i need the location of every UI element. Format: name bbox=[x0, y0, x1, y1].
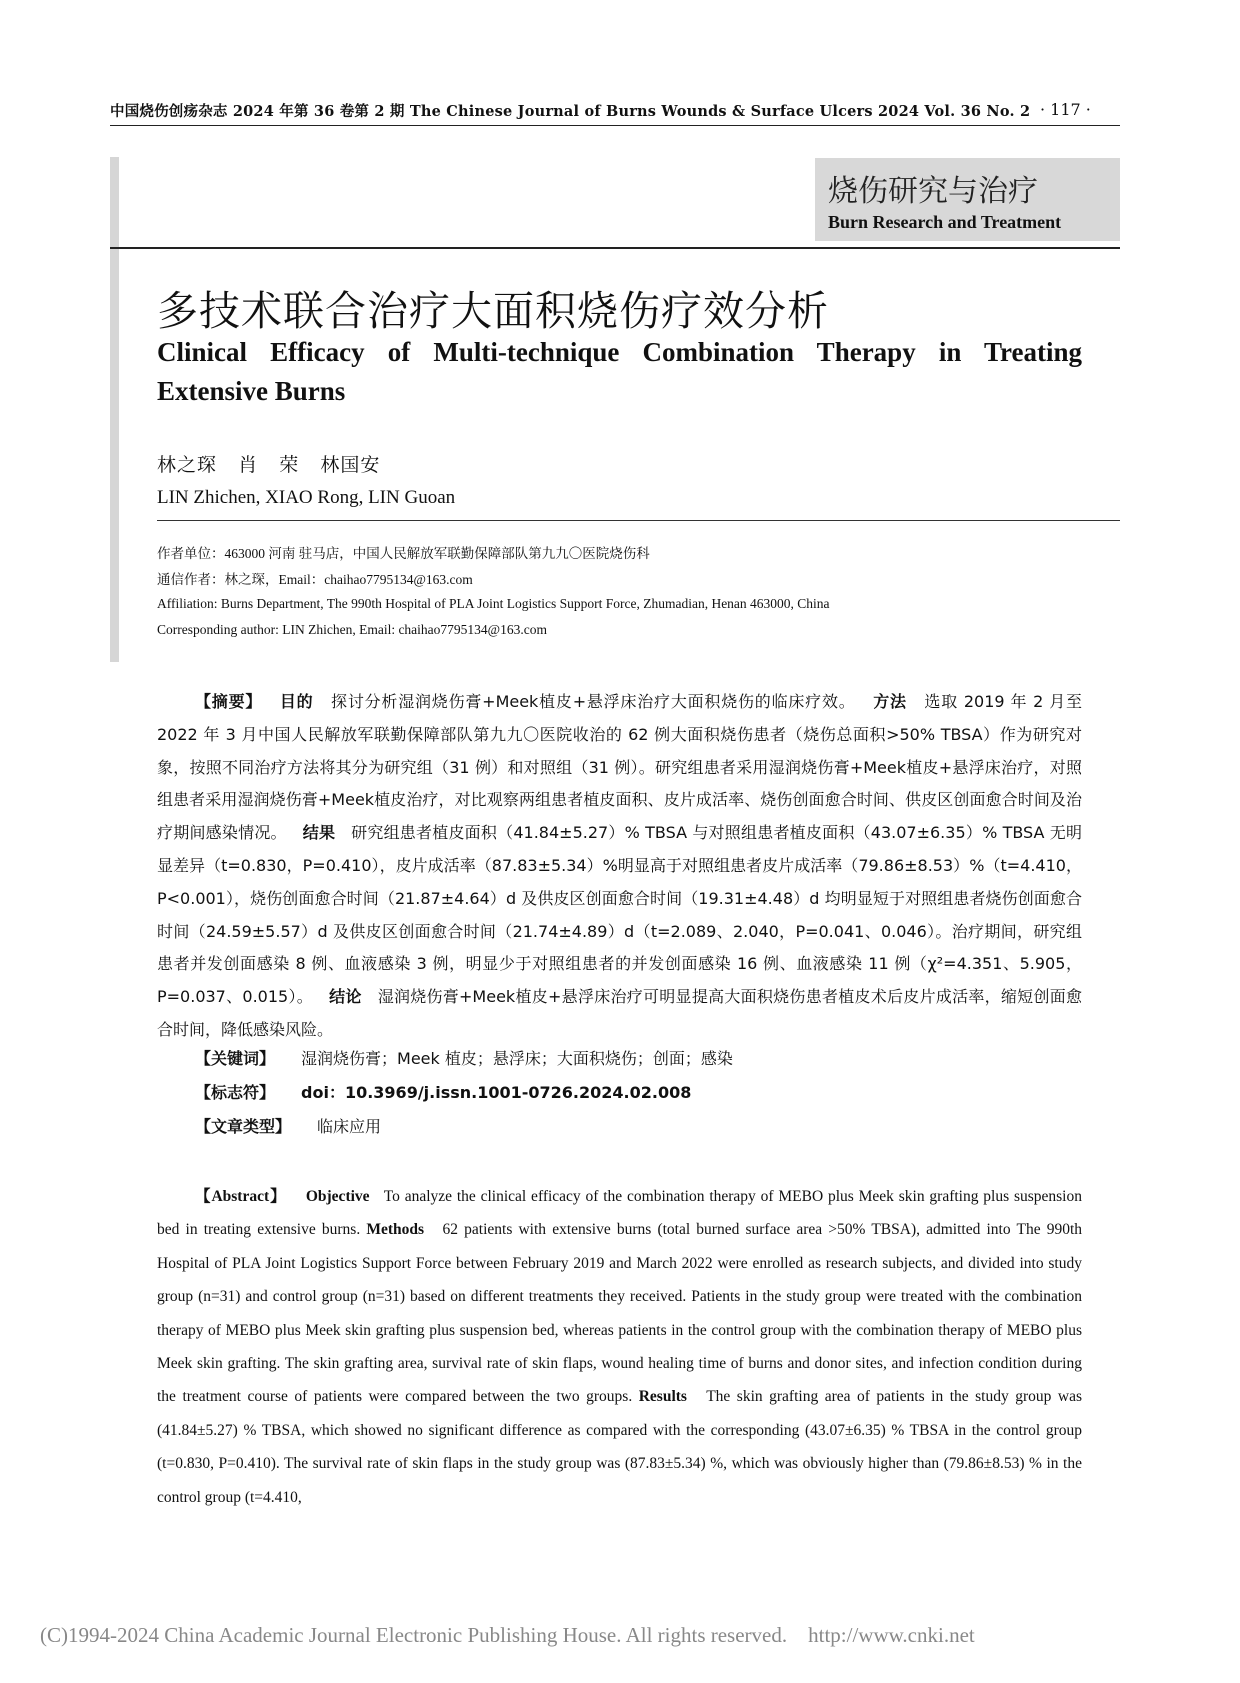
affiliation-rule bbox=[157, 520, 1120, 521]
authors-cn: 林之琛 肖 荣 林国安 bbox=[157, 454, 381, 476]
column-title-cn: 烧伤研究与治疗 bbox=[828, 174, 1038, 209]
methods-label-en: Methods bbox=[366, 1221, 425, 1239]
abstract-en bbox=[157, 1180, 1082, 1514]
conclusion-text-cn: 湿润烧伤膏+Meek植皮+悬浮床治疗可明显提高大面积烧伤患者植皮术后皮片成活率，缩短创面愈合时间，降低感染风险。 bbox=[157, 987, 1082, 1039]
running-header-journal: 中国烧伤创疡杂志 2024 年第 36 卷第 2 期 The Chinese Journal of Burns Wounds & Surface Ulcers 2024 Vol. 36 No. 2 bbox=[110, 103, 1031, 120]
methods-text-en: 62 patients with extensive burns (total burned surface area >50% TBSA), admitted into The 990th Hospital of PLA Joint Logistics Support Force between February 2019 and March 2022 were enrolled as research subjects, and divided into study group (n=31) and control group (n=31) based on different treatments they received. Patients in the study group were treated with the combination therapy of MEBO plus Meek skin grafting plus suspension bed, whereas patients in the control group with the combination therapy of MEBO plus Meek skin grafting. The skin grafting area, survival rate of skin flaps, wound healing time of burns and donor sites, and infection condition during the treatment course of patients were compared between the two groups. bbox=[157, 1221, 1083, 1406]
results-label-cn: 结果 bbox=[302, 823, 336, 843]
authors-en: LIN Zhichen, XIAO Rong, LIN Guoan bbox=[157, 487, 456, 508]
methods-text-cn: 选取 2019 年 2 月至 2022 年 3 月中国人民解放军联勤保障部队第九九〇医院收治的 62 例大面积烧伤患者（烧伤总面积>50% TBSA）作为研究对象，按照不同治疗方法将其分为研究组（31 例）和对照组（31 例）。研究组患者采用湿润烧伤膏+Meek植皮+悬浮床治疗，对照组患者采用湿润烧伤膏+Meek植皮治疗，对比观察两组患者植皮面积、皮片成活率、烧伤创面愈合时间、供皮区创面愈合时间及治疗期间感染情况。 bbox=[157, 692, 1082, 843]
article-type-line bbox=[195, 1114, 381, 1137]
header-rule bbox=[110, 125, 1120, 126]
column-title-en: Burn Research and Treatment bbox=[828, 212, 1062, 232]
corresponding-en: Corresponding author: LIN Zhichen, Email: chaihao7795134@163.com bbox=[157, 622, 547, 637]
conclusion-label-cn: 结论 bbox=[329, 987, 362, 1007]
article-type-label: 【文章类型】 bbox=[195, 1117, 292, 1136]
page-number: · 117 · bbox=[1040, 100, 1091, 119]
affiliation-cn: 作者单位：463000 河南 驻马店，中国人民解放军联勤保障部队第九九〇医院烧伤科 bbox=[157, 546, 650, 561]
affiliation-en: Affiliation: Burns Department, The 990th Hospital of PLA Joint Logistics Support Force, Zhumadian, Henan 463000, China bbox=[157, 596, 830, 611]
objective-label-cn: 目的 bbox=[279, 692, 314, 711]
keywords-label: 【关键词】 bbox=[195, 1049, 276, 1068]
identifier-label: 【标志符】 bbox=[195, 1083, 276, 1102]
objective-text-cn: 探讨分析湿润烧伤膏+Meek植皮+悬浮床治疗大面积烧伤的临床疗效。 bbox=[331, 692, 856, 711]
keywords-value: 湿润烧伤膏；Meek 植皮；悬浮床；大面积烧伤；创面；感染 bbox=[301, 1049, 733, 1068]
results-text-en: The skin grafting area of patients in the study group was (41.84±5.27) % TBSA, which showed no significant difference as compared with the corresponding (43.07±6.35) % TBSA in the control group (t=0.830, P=0.410). The survival rate of skin flaps in the study group was (87.83±5.34) %, which was obviously higher than (79.86±8.53) % in the control group (t=4.410, bbox=[157, 1388, 1082, 1506]
article-type-value: 临床应用 bbox=[317, 1117, 382, 1136]
side-accent-bar bbox=[110, 157, 119, 662]
abstract-cn bbox=[157, 686, 1082, 1047]
abstract-en-label: 【Abstract】 bbox=[195, 1188, 287, 1205]
corresponding-cn: 通信作者：林之琛，Email：chaihao7795134@163.com bbox=[157, 572, 473, 587]
identifier-line bbox=[195, 1080, 691, 1103]
copyright-footer: (C)1994-2024 China Academic Journal Electronic Publishing House. All rights reserved. http://www.cnki.net bbox=[40, 1623, 975, 1647]
objective-text-en: To analyze the clinical efficacy of the combination therapy of MEBO plus Meek skin grafting plus suspension bed in treating extensive burns. bbox=[157, 1188, 1082, 1239]
article-title-en: Clinical Efficacy of Multi-technique Combination Therapy in Treating Extensive Burns bbox=[157, 337, 1082, 406]
keywords-line bbox=[195, 1046, 733, 1069]
results-text-cn: 研究组患者植皮面积（41.84±5.27）% TBSA 与对照组患者植皮面积（43.07±6.35）% TBSA 无明显差异（t=0.830，P=0.410），皮片成活率（87.83±5.34）%明显高于对照组患者皮片成活率（79.86±8.53）%（t=4.410，P<0.001），烧伤创面愈合时间（21.87±4.64）d 及供皮区创面愈合时间（19.31±4.48）d 均明显短于对照组患者烧伤创面愈合时间（24.59±5.57）d 及供皮区创面愈合时间（21.74±4.89）d（t=2.089、2.040，P=0.041、0.046）。治疗期间，研究组患者并发创面感染 8 例、血液感染 3 例，明显少于对照组患者的并发创面感染 16 例、血液感染 11 例（χ²=4.351、5.905，P=0.037、0.015）。 bbox=[157, 823, 1082, 1007]
article-title-cn: 多技术联合治疗大面积烧伤疗效分析 bbox=[157, 287, 829, 335]
abstract-cn-label: 【摘要】 bbox=[195, 692, 263, 711]
objective-label-en: Objective bbox=[305, 1188, 370, 1205]
doi-value: doi：10.3969/j.issn.1001-0726.2024.02.008 bbox=[301, 1083, 692, 1102]
results-label-en: Results bbox=[638, 1388, 687, 1406]
column-rule bbox=[110, 247, 1120, 249]
methods-label-cn: 方法 bbox=[873, 692, 907, 711]
